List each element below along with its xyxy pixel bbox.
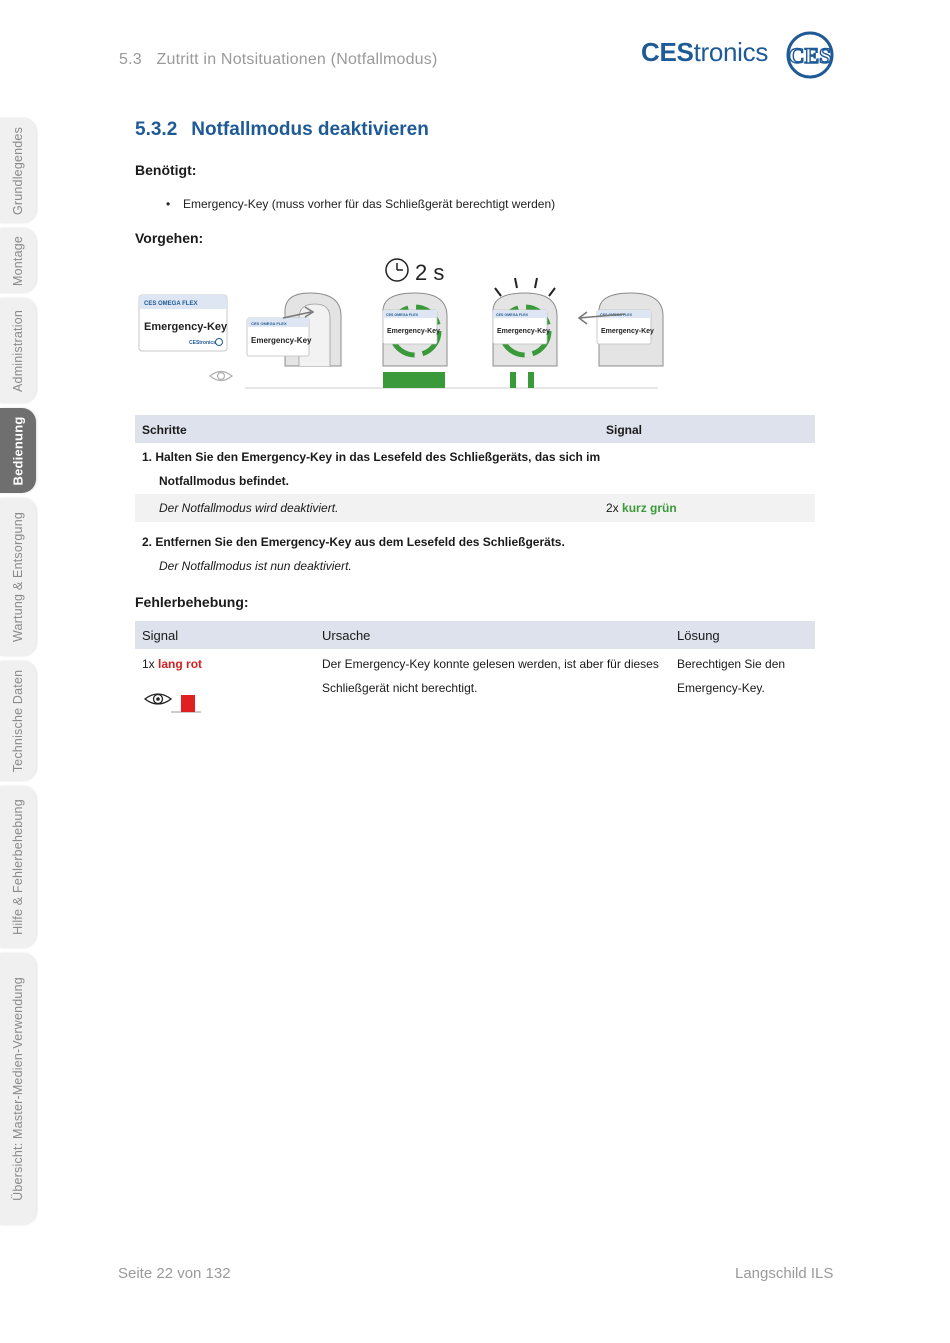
card-brand-label: CES OMEGA FLEX	[496, 313, 529, 317]
lock-device-icon	[493, 293, 557, 366]
tab-label: Technische Daten	[11, 669, 25, 773]
step-1-line-1: 1. Halten Sie den Emergency-Key in das Lesefeld des Schließgeräts, das sich im	[142, 450, 601, 464]
tab-label: Montage	[11, 235, 25, 286]
tab-label: Bedienung	[10, 416, 26, 485]
col-steps: Schritte	[142, 423, 187, 437]
long-green-signal-bar	[383, 372, 445, 388]
lock-device-icon	[247, 293, 341, 366]
step-2-line: 2. Entfernen Sie den Emergency-Key aus dem Lesefeld des Schließgeräts.	[142, 535, 565, 549]
tab-label: Grundlegendes	[11, 126, 25, 215]
col-cause: Ursache	[322, 628, 371, 643]
steps-table-header	[135, 415, 815, 443]
step-1-signal-count: 2x	[606, 501, 619, 515]
long-red-signal-illustration	[143, 687, 203, 715]
col-solution: Lösung	[677, 628, 720, 643]
step-1-line-2: Notfallmodus befindet.	[159, 474, 289, 488]
solution-line-1: Berechtigen Sie den	[677, 657, 786, 671]
step-1-signal	[606, 496, 677, 520]
tab-master-medien[interactable]	[0, 953, 36, 1225]
tab-label: Administration	[11, 309, 25, 392]
long-red-signal-bar	[181, 695, 195, 712]
col-signal: Signal	[606, 423, 643, 437]
tab-administration[interactable]	[0, 298, 36, 403]
troubleshoot-heading: Fehlerbehebung:	[135, 594, 249, 610]
tab-bedienung[interactable]	[0, 408, 36, 493]
tab-label: Übersicht: Master-Medien-Verwendung	[11, 977, 25, 1201]
cause-line-1: Der Emergency-Key konnte gelesen werden, ist aber für dieses	[322, 657, 659, 671]
steps-table	[135, 415, 815, 580]
header-section-number: 5.3	[119, 51, 142, 68]
svg-text:CES: CES	[788, 43, 832, 68]
tab-grundlegendes[interactable]	[0, 118, 36, 223]
solution-line-2: Emergency-Key.	[677, 681, 765, 695]
step-2-result: Der Notfallmodus ist nun deaktiviert.	[159, 559, 352, 573]
tab-label: Wartung & Entsorgung	[11, 512, 25, 642]
card-label: Emergency-Key	[387, 328, 440, 335]
short-green-signal-bar	[510, 372, 516, 388]
card-label: Emergency-Key	[497, 328, 550, 335]
card-brand-label: CES OMEGA FLEX	[251, 321, 287, 326]
lock-device-icon	[579, 293, 663, 366]
emergency-key-card-icon	[247, 318, 312, 356]
tab-hilfe-fehlerbehebung[interactable]	[0, 786, 36, 948]
troubleshoot-table	[135, 621, 815, 721]
tab-technische-daten[interactable]	[0, 661, 36, 781]
logo-wordmark-rest: tronics	[693, 37, 769, 67]
tab-wartung-entsorgung[interactable]	[0, 498, 36, 656]
trouble-signal	[142, 652, 202, 676]
procedure-illustration	[135, 256, 675, 396]
eye-icon	[145, 694, 171, 704]
eye-icon	[210, 372, 232, 381]
troubleshoot-table-header	[135, 621, 815, 649]
timer-icon	[386, 259, 408, 281]
trouble-signal-count: 1x	[142, 657, 155, 671]
needed-heading: Benötigt:	[135, 162, 197, 178]
trouble-signal-text: lang rot	[158, 657, 203, 671]
timer-label: 2 s	[415, 260, 445, 285]
col-signal: Signal	[142, 628, 179, 643]
emergency-key-card-icon	[493, 310, 550, 344]
section-number: 5.3.2	[135, 119, 178, 140]
card-label: Emergency-Key	[144, 321, 228, 333]
tab-montage[interactable]	[0, 228, 36, 293]
card-brand-label: CES OMEGA FLEX	[144, 301, 198, 307]
brand-logo	[641, 31, 835, 79]
emergency-key-card-icon	[383, 310, 440, 344]
page-number: Seite 22 von 132	[118, 1265, 231, 1282]
tab-label: Hilfe & Fehlerbehebung	[11, 799, 25, 935]
lock-device-icon	[383, 293, 447, 366]
running-header	[119, 51, 438, 69]
header-section-title: Zutritt in Notsituationen (Notfallmodus)	[156, 51, 438, 68]
card-brand-label: CES OMEGA FLEX	[600, 313, 633, 317]
card-label: Emergency-Key	[601, 328, 654, 335]
card-logo-label: CEStronics	[189, 340, 216, 346]
logo-wordmark	[641, 37, 768, 68]
cause-line-2: Schließgerät nicht berechtigt.	[322, 681, 478, 695]
needed-item-text: Emergency-Key (muss vorher für das Schließgerät berechtigt werden)	[183, 197, 556, 211]
step-1-signal-text: kurz grün	[622, 501, 677, 515]
emergency-key-card-icon	[139, 295, 228, 351]
document-name: Langschild ILS	[735, 1265, 834, 1282]
section-title-text: Notfallmodus deaktivieren	[191, 119, 429, 140]
section-title	[135, 119, 429, 141]
card-label: Emergency-Key	[251, 336, 312, 345]
ces-badge-icon	[786, 31, 834, 79]
step-1-result: Der Notfallmodus wird deaktiviert.	[159, 501, 339, 515]
logo-wordmark-bold: CES	[641, 37, 694, 67]
card-brand-label: CES OMEGA FLEX	[386, 313, 419, 317]
needed-item	[166, 197, 555, 211]
procedure-heading: Vorgehen:	[135, 230, 204, 246]
short-green-signal-bar	[528, 372, 534, 388]
